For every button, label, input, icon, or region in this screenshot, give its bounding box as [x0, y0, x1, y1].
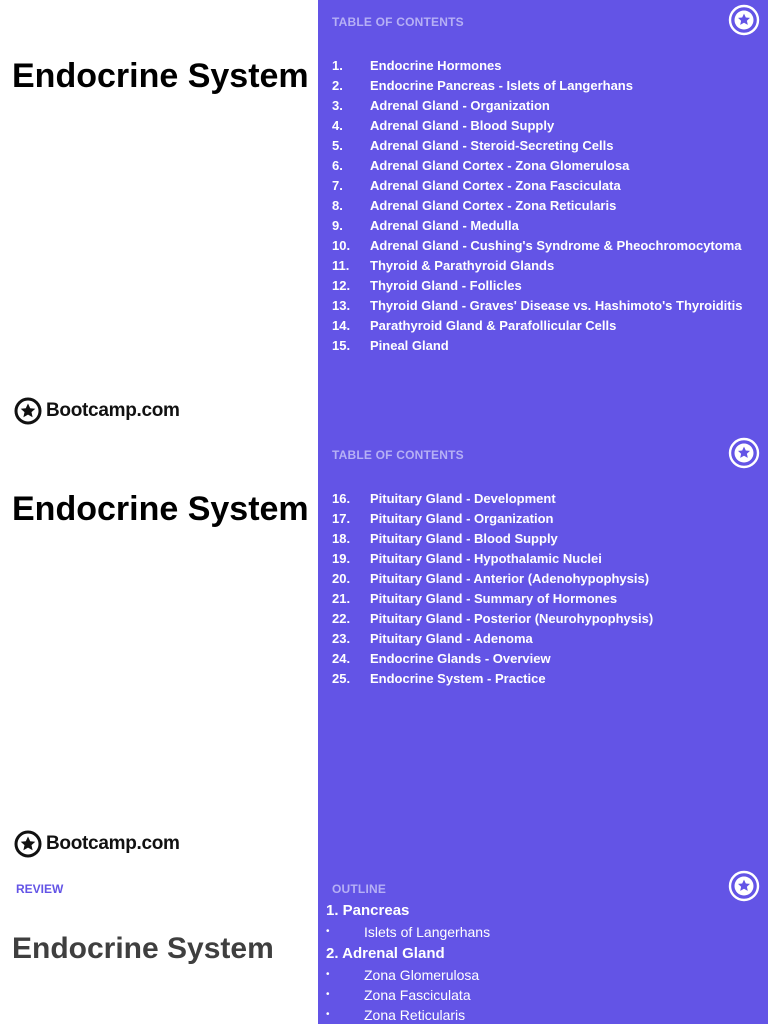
logo-text: Bootcamp.com	[46, 833, 180, 854]
bootcamp-logo	[14, 397, 180, 425]
toc-item[interactable]: 24. Endocrine Glands - Overview	[332, 651, 551, 666]
toc-item[interactable]: 2. Endocrine Pancreas - Islets of Langerhans	[332, 78, 633, 93]
toc-item[interactable]: 13. Thyroid Gland - Graves' Disease vs. Hashimoto's Thyroiditis	[332, 298, 743, 313]
toc-item[interactable]: 20. Pituitary Gland - Anterior (Adenohypophysis)	[332, 571, 650, 586]
toc-panel	[318, 0, 768, 433]
toc-item[interactable]: 11. Thyroid & Parathyroid Glands	[332, 258, 555, 273]
outline-header: OUTLINE	[332, 882, 387, 896]
toc-item[interactable]: 7. Adrenal Gland Cortex - Zona Fasciculata	[332, 178, 621, 193]
toc-header: TABLE OF CONTENTS	[332, 448, 464, 462]
outline-subitem[interactable]: • Zona Reticularis	[326, 1007, 466, 1023]
toc-item[interactable]: 19. Pituitary Gland - Hypothalamic Nuclei	[332, 551, 602, 566]
logo-text: Bootcamp.com	[46, 400, 180, 421]
bootcamp-logo-icon	[14, 830, 42, 858]
star-badge-icon[interactable]	[728, 4, 760, 36]
toc-item[interactable]: 5. Adrenal Gland - Steroid-Secreting Cells	[332, 138, 614, 153]
toc-panel	[318, 433, 768, 866]
slide-2	[0, 433, 768, 866]
toc-item[interactable]: 23. Pituitary Gland - Adenoma	[332, 631, 533, 646]
toc-item[interactable]: 4. Adrenal Gland - Blood Supply	[332, 118, 555, 133]
slide-title: Endocrine System	[12, 490, 309, 528]
slide-title: Endocrine System	[12, 57, 309, 95]
toc-item[interactable]: 21. Pituitary Gland - Summary of Hormones	[332, 591, 618, 606]
toc-item[interactable]: 6. Adrenal Gland Cortex - Zona Glomerulosa	[332, 158, 630, 173]
bootcamp-logo	[14, 830, 180, 858]
star-badge-icon[interactable]	[728, 437, 760, 469]
slide-3	[0, 866, 768, 1024]
toc-item[interactable]: 14. Parathyroid Gland & Parafollicular Cells	[332, 318, 617, 333]
slide-1	[0, 0, 768, 433]
toc-list	[332, 56, 748, 356]
toc-item[interactable]: 1. Endocrine Hormones	[332, 58, 502, 73]
slide-left-panel	[0, 866, 318, 1024]
outline	[326, 901, 748, 1027]
toc-item[interactable]: 12. Thyroid Gland - Follicles	[332, 278, 522, 293]
toc-item[interactable]: 10. Adrenal Gland - Cushing's Syndrome & Pheochromocytoma	[332, 238, 742, 253]
outline-subitem[interactable]: • Zona Fasciculata	[326, 987, 471, 1003]
bootcamp-logo-icon	[14, 397, 42, 425]
star-badge-icon[interactable]	[728, 870, 760, 902]
toc-item[interactable]: 3. Adrenal Gland - Organization	[332, 98, 550, 113]
slide-left-panel	[0, 0, 318, 433]
toc-list	[332, 489, 748, 689]
toc-item[interactable]: 18. Pituitary Gland - Blood Supply	[332, 531, 558, 546]
toc-header: TABLE OF CONTENTS	[332, 15, 464, 29]
toc-item[interactable]: 8. Adrenal Gland Cortex - Zona Reticularis	[332, 198, 617, 213]
outline-panel	[318, 866, 768, 1024]
slide-left-panel	[0, 433, 318, 866]
review-label: REVIEW	[16, 882, 64, 896]
toc-item[interactable]: 9. Adrenal Gland - Medulla	[332, 218, 519, 233]
outline-subitem[interactable]: • Zona Glomerulosa	[326, 967, 480, 983]
outline-section-title[interactable]: 2. Adrenal Gland	[326, 945, 445, 962]
outline-subitem[interactable]: • Islets of Langerhans	[326, 924, 491, 940]
toc-item[interactable]: 16. Pituitary Gland - Development	[332, 491, 556, 506]
outline-section-title[interactable]: 1. Pancreas	[326, 902, 410, 919]
slide-title: Endocrine System	[12, 932, 274, 965]
toc-item[interactable]: 15. Pineal Gland	[332, 338, 449, 353]
toc-item[interactable]: 22. Pituitary Gland - Posterior (Neurohypophysis)	[332, 611, 654, 626]
toc-item[interactable]: 17. Pituitary Gland - Organization	[332, 511, 554, 526]
outline-subitems	[326, 965, 748, 1025]
toc-item[interactable]: 25. Endocrine System - Practice	[332, 671, 546, 686]
outline-subitems	[326, 922, 748, 942]
